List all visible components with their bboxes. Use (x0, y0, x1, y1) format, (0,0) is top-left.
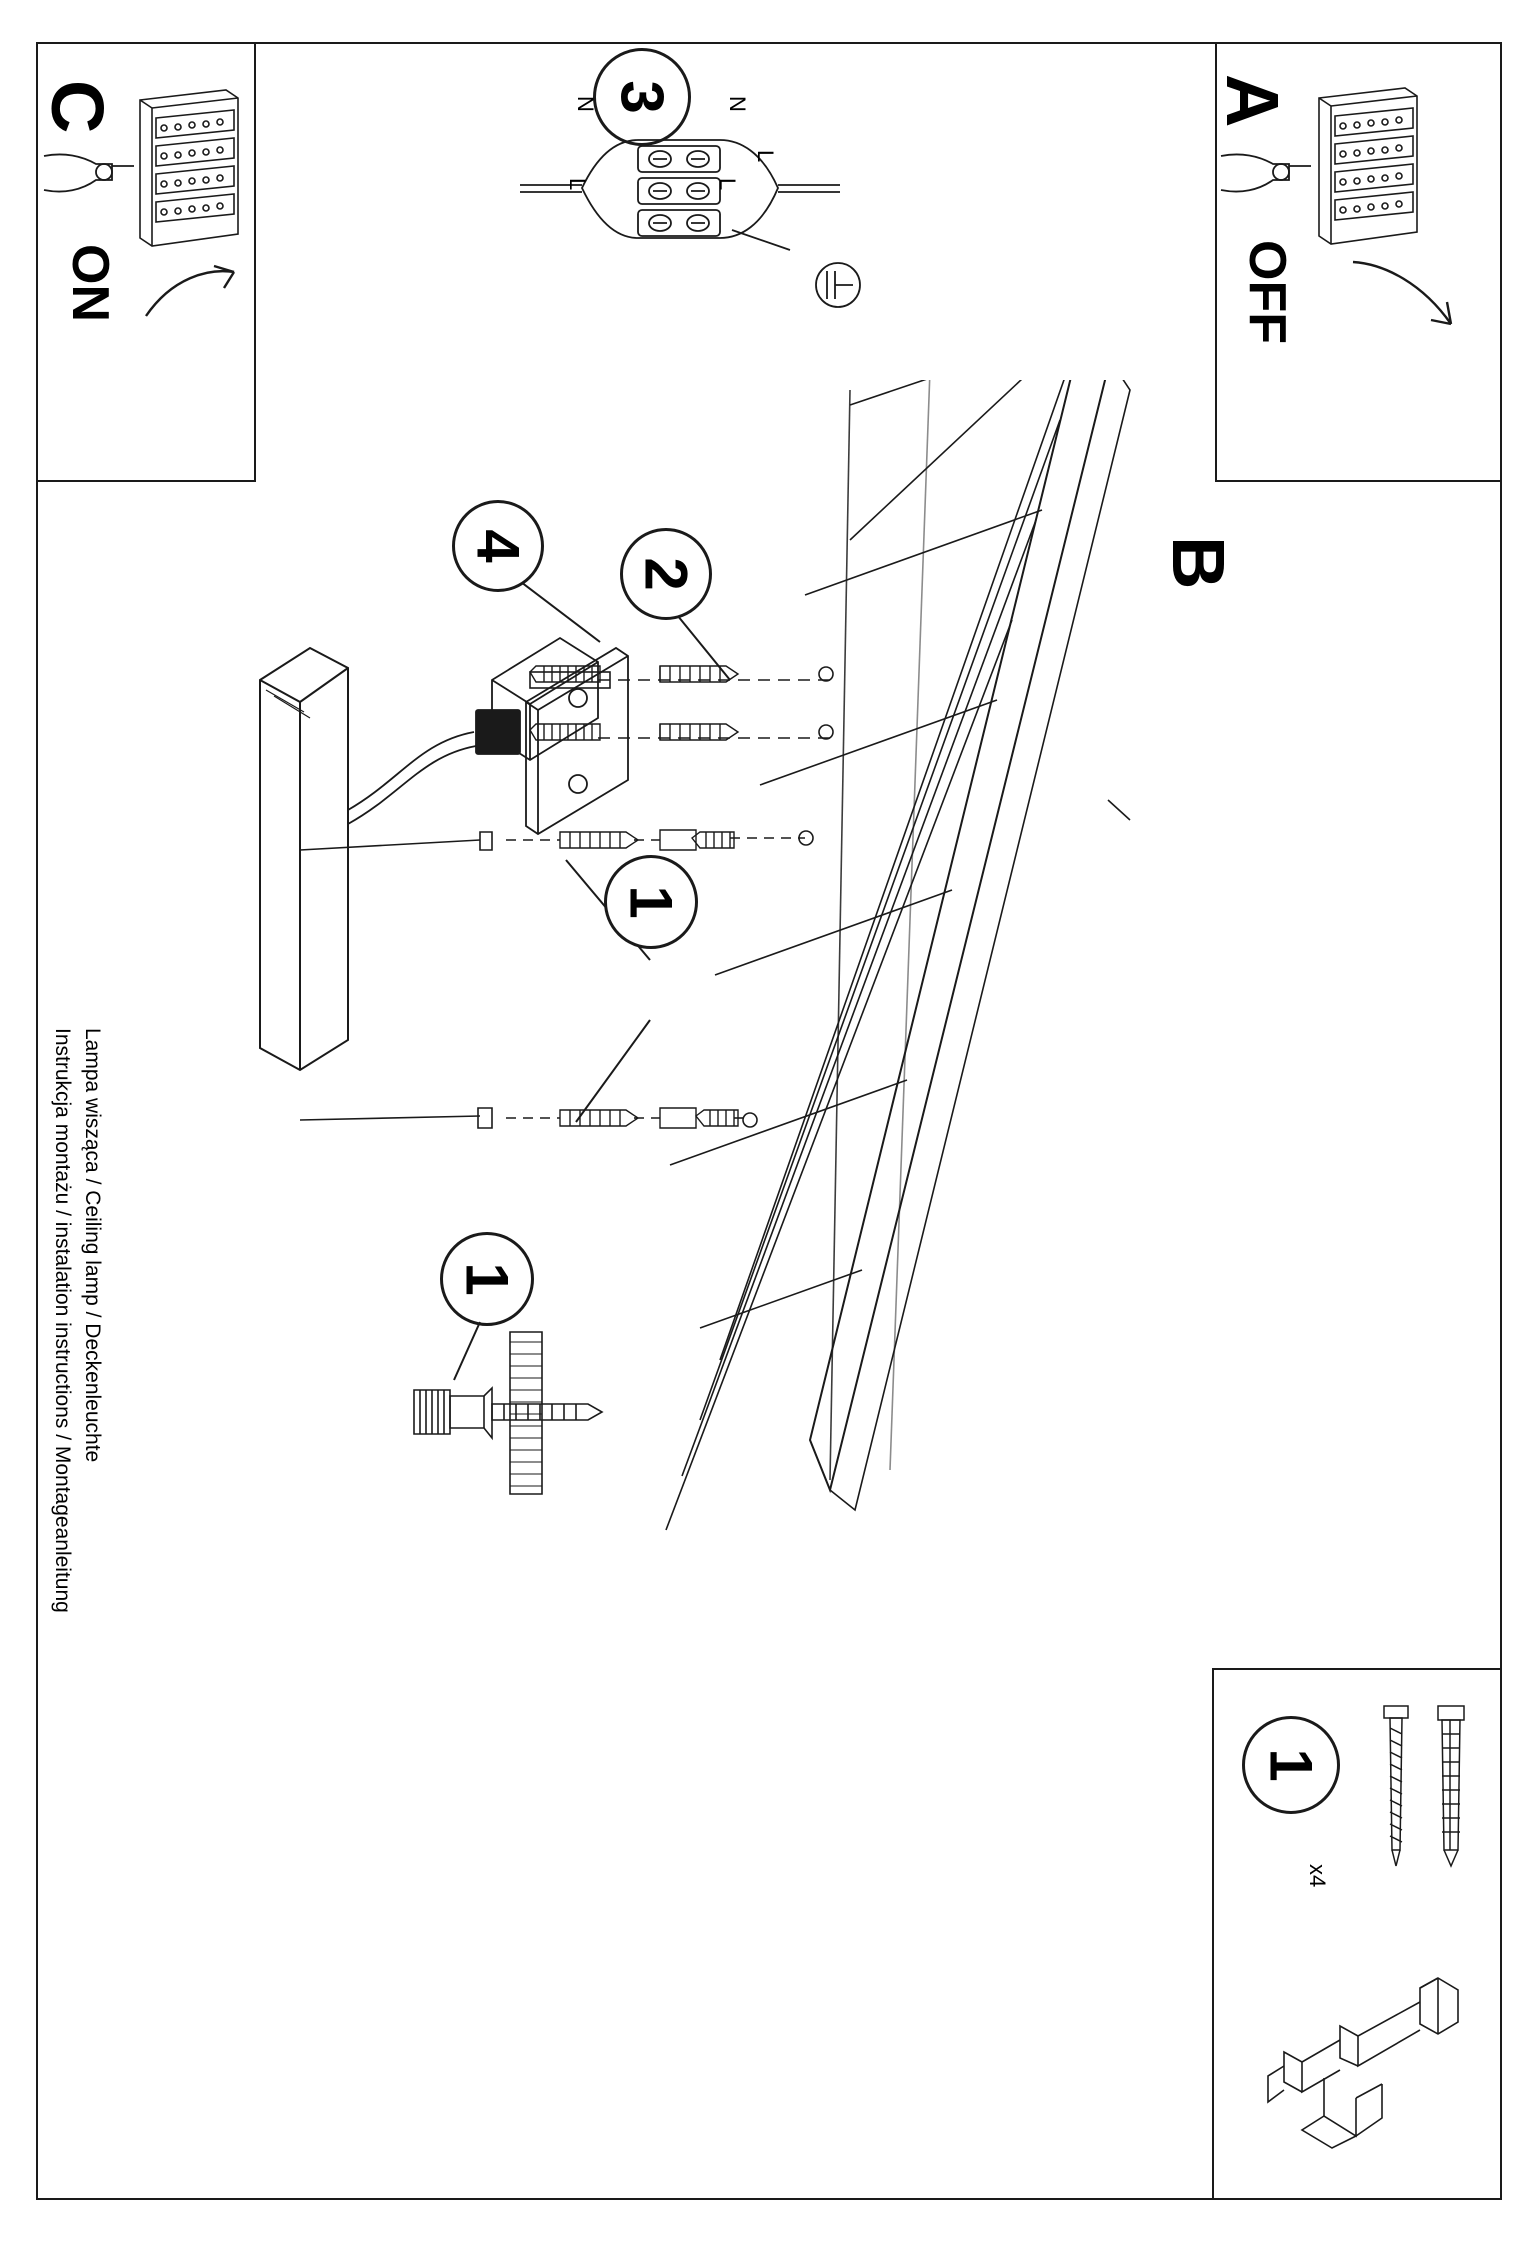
title-line-1: Instrukcja montażu / instalation instructions / Montageanleitung (51, 1028, 74, 1613)
plug-insertion-detail-illustration (392, 1318, 672, 1508)
drill-icon (1262, 1970, 1472, 2170)
wiring-connector-illustration (520, 130, 840, 260)
step-4-label: 4 (465, 529, 532, 563)
wiring-label-l-right-mid: L (753, 150, 778, 163)
parts-panel (1212, 1668, 1502, 2200)
panel-c-letter: C (36, 80, 119, 134)
step-1-badge-assembly (604, 855, 698, 949)
wiring-label-l-right: L (715, 178, 740, 191)
step-2-badge (620, 528, 712, 620)
parts-step-1-badge (1242, 1716, 1340, 1814)
step-3-label: 3 (609, 80, 676, 114)
panel-a-caption: OFF (1238, 240, 1296, 344)
earth-ground-icon (805, 255, 871, 315)
panel-a (1211, 42, 1502, 482)
step-4-badge (452, 500, 544, 592)
step-1-label: 1 (618, 885, 685, 919)
panel-c-caption: ON (61, 244, 119, 322)
wiring-label-n-left: N (573, 96, 598, 112)
panel-c (36, 42, 256, 482)
step-1-badge-detail (440, 1232, 534, 1326)
parts-step-1-label: 1 (1258, 1748, 1325, 1782)
step-1-label-detail: 1 (454, 1262, 521, 1296)
panel-b-letter: B (1157, 536, 1240, 590)
main-assembly-illustration (230, 380, 1230, 1580)
step-2-label: 2 (633, 557, 700, 591)
breaker-panel-a-illustration (1305, 82, 1435, 277)
panel-a-letter: A (1211, 74, 1294, 128)
wiring-label-n-right: N (725, 96, 750, 112)
hand-icon (42, 136, 142, 226)
arrow-icon (138, 262, 248, 332)
screw-and-plug-illustration (1364, 1700, 1484, 1880)
title-line-2: Lampa wisząca / Ceiling lamp / Deckenleuchte (81, 1028, 104, 1463)
arrow-icon (1347, 254, 1467, 344)
parts-quantity-label: x4 (1305, 1864, 1330, 1888)
breaker-panel-c-illustration (126, 84, 246, 274)
wiring-label-l-left: L (565, 178, 590, 191)
hand-icon (1219, 136, 1319, 226)
